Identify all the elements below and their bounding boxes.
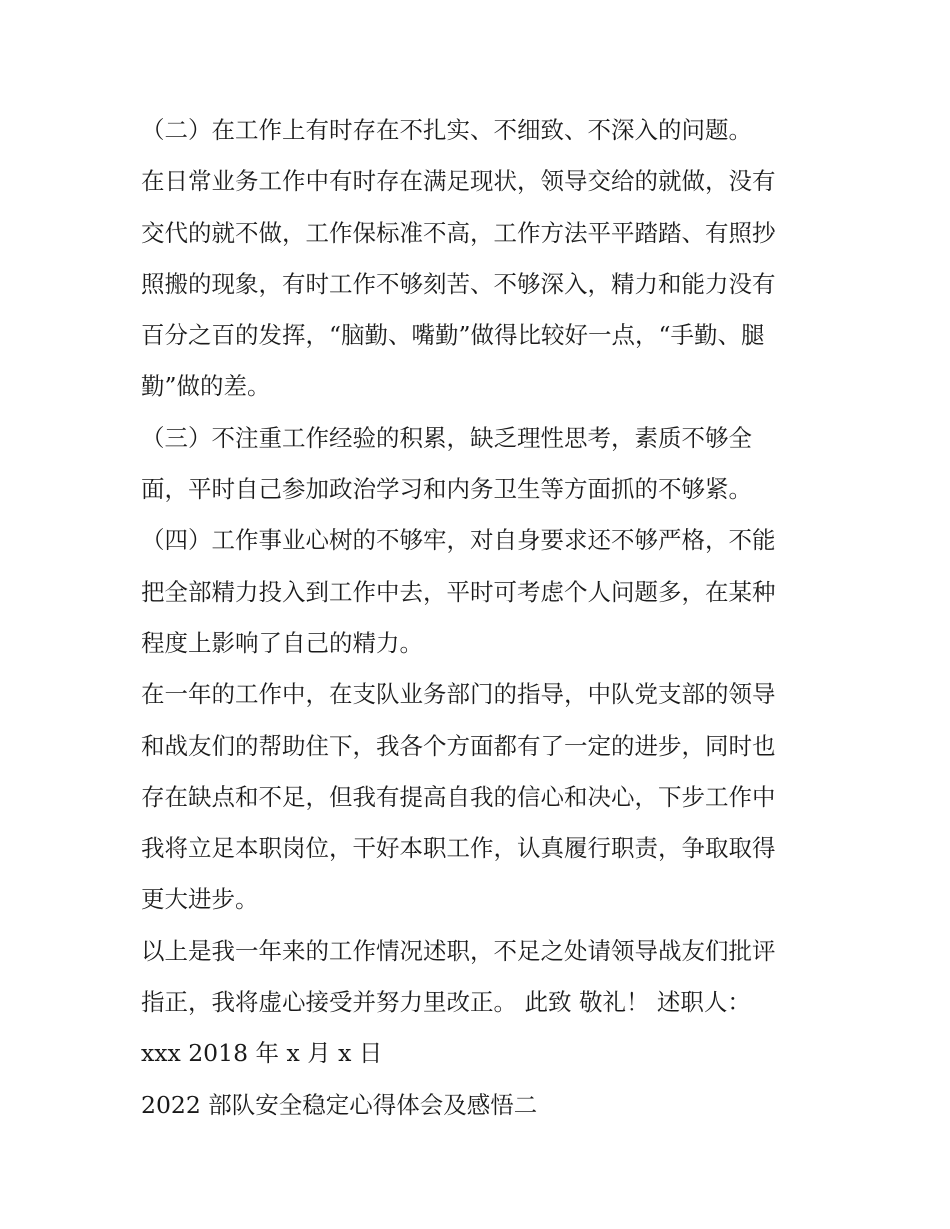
text-line: 百分之百的发挥，“脑勤、嘴勤”做得比较好一点，“手勤、腿 <box>141 321 765 350</box>
text-line: （三）不注重工作经验的积累，缺乏理性思考，素质不够全 <box>141 423 752 452</box>
text-line: 把全部精力投入到工作中去，平时可考虑个人问题多，在某种 <box>141 577 776 606</box>
text-line: 在一年的工作中，在支队业务部门的指导，中队党支部的领导 <box>141 680 776 709</box>
text-line: 面，平时自己参加政治学习和内务卫生等方面抓的不够紧。 <box>141 475 752 504</box>
text-line: 更大进步。 <box>141 885 259 914</box>
text-line: 以上是我一年来的工作情况述职，不足之处请领导战友们批评 <box>141 936 776 965</box>
text-line: 勤”做的差。 <box>141 372 271 401</box>
text-line: 在日常业务工作中有时存在满足现状，领导交给的就做，没有 <box>141 167 776 196</box>
text-line: 和战友们的帮助住下，我各个方面都有了一定的进步，同时也 <box>141 731 776 760</box>
date-line: xxx 2018 年 x 月 x 日 <box>141 1039 383 1068</box>
text-line: （二）在工作上有时存在不扎实、不细致、不深入的问题。 <box>141 116 752 144</box>
text-line: 存在缺点和不足，但我有提高自我的信心和决心，下步工作中 <box>141 782 776 811</box>
section-heading: 2022 部队安全稳定心得体会及感悟二 <box>141 1090 538 1119</box>
text-line: 我将立足本职岗位，干好本职工作，认真履行职责，争取取得 <box>141 834 776 863</box>
text-line: 照搬的现象，有时工作不够刻苦、不够深入，精力和能力没有 <box>141 269 776 298</box>
text-line: （四）工作事业心树的不够牢，对自身要求还不够严格，不能 <box>141 526 776 555</box>
text-line: 交代的就不做，工作保标准不高，工作方法平平踏踏、有照抄 <box>141 218 776 247</box>
document-body <box>141 105 821 1131</box>
text-line: 程度上影响了自己的精力。 <box>141 628 423 657</box>
text-line: 指正，我将虚心接受并努力里改正。 此致 敬礼！ 述职人： <box>141 988 751 1017</box>
